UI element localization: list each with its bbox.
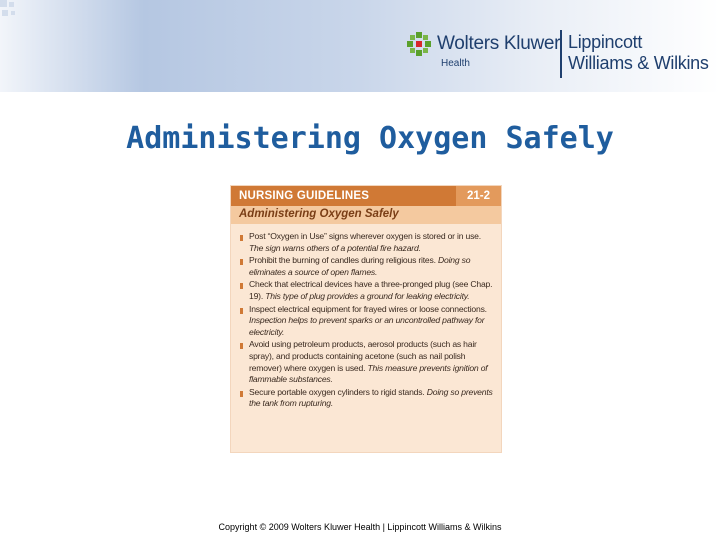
- corner-decoration: [0, 0, 24, 24]
- list-item: [239, 231, 493, 254]
- guideline-rationale: Doing so prevents the tank from rupturing.: [249, 386, 493, 409]
- guideline-text: Secure portable oxygen cylinders to rigid stands.: [249, 386, 425, 397]
- guideline-text: Prohibit the burning of candles during religious rites.: [249, 255, 436, 266]
- imprint-name: [568, 32, 709, 74]
- box-subtitle-text: Administering Oxygen Safely: [239, 208, 399, 220]
- guideline-text: Avoid using petroleum products, aerosol products (such as hair spray), and products containing acetone (such as nail polish remover) where oxygen is used.: [249, 339, 477, 373]
- company-name: Wolters Kluwer: [437, 33, 561, 54]
- list-item: [239, 279, 493, 302]
- box-subtitle: [231, 206, 501, 224]
- list-item: [239, 387, 493, 410]
- guideline-rationale: Doing so eliminates a source of open flames.: [249, 255, 471, 277]
- guideline-text: Inspect electrical equipment for frayed wires or loose connections.: [249, 303, 487, 314]
- logo-divider: [560, 30, 562, 78]
- box-kicker: NURSING GUIDELINES: [239, 190, 370, 202]
- slide-title: Administering Oxygen Safely: [126, 121, 614, 156]
- imprint-line-1: Lippincott: [568, 32, 643, 52]
- box-header: [231, 186, 501, 206]
- list-item: [239, 255, 493, 278]
- guideline-rationale: This measure prevents ignition of flammable substances.: [249, 362, 488, 385]
- guideline-text: Check that electrical devices have a three-pronged plug (see Chap. 19).: [249, 279, 493, 301]
- guideline-list: [239, 231, 493, 411]
- nursing-guidelines-box: [231, 186, 501, 452]
- guideline-rationale: Inspection helps to prevent sparks or an uncontrolled pathway for electricity.: [249, 315, 485, 337]
- guideline-rationale: The sign warns others of a potential fire hazard.: [249, 242, 421, 253]
- copyright-footer: Copyright © 2009 Wolters Kluwer Health | Lippincott Williams & Wilkins: [218, 522, 502, 532]
- list-item: [239, 304, 493, 339]
- box-number: 21-2: [456, 186, 501, 206]
- division-name: Health: [441, 58, 470, 69]
- guideline-rationale: This type of plug provides a ground for leaking electricity.: [265, 290, 470, 301]
- wolters-kluwer-mark-icon: [407, 32, 431, 56]
- imprint-line-2: Williams & Wilkins: [568, 53, 709, 73]
- list-item: [239, 339, 493, 385]
- publisher-logo: [407, 30, 717, 78]
- guideline-text: Post “Oxygen in Use” signs wherever oxygen is stored or in use.: [249, 231, 481, 241]
